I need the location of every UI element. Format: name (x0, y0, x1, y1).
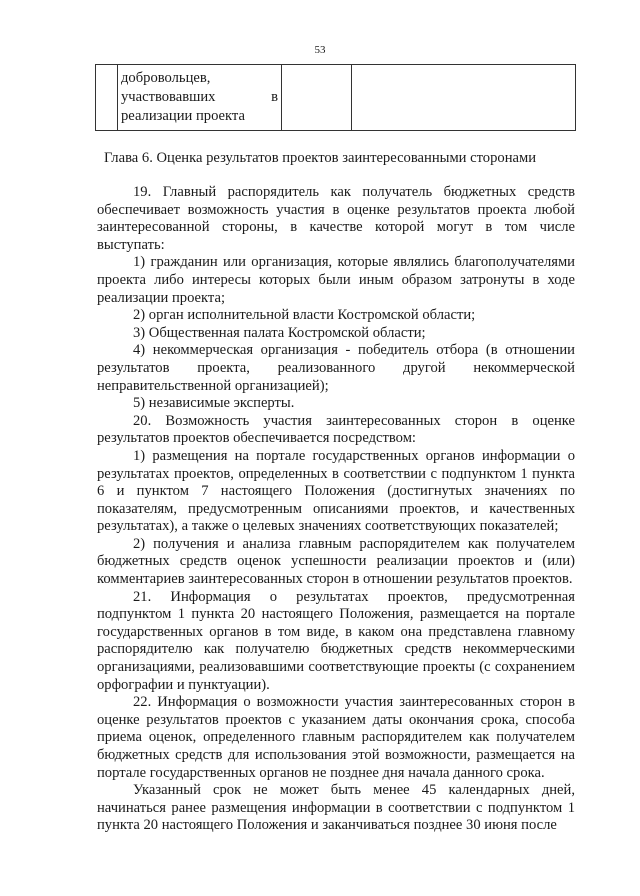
table-cell-line: реализации проекта (121, 108, 245, 124)
body-text (97, 184, 575, 835)
paragraph: 4) некоммерческая организация - победитель отбора (в отношении результатов проекта, реализованного другой некоммерческой неправительственной организацией); (97, 342, 575, 394)
paragraph: 20. Возможность участия заинтересованных сторон в оценке результатов проектов обеспечивается посредством: (97, 412, 575, 447)
table-cell-line (121, 88, 278, 107)
paragraph: 2) получения и анализа главным распорядителем как получателем бюджетных средств оценок успешности реализации проектов и (или) комментариев заинтересованных сторон в отношении результатов проектов. (97, 535, 575, 588)
paragraph: 21. Информация о результатах проектов, предусмотренная подпунктом 1 пункта 20 настоящего Положения, размещается на портале государственных органов в том виде, в каком она представлена главному распорядителю как получателю бюджетных средств некоммерческими организациями, реализовавшими соответствующие проекты (с сохранением орфографии и пунктуации). (97, 588, 575, 693)
table-cell-text (118, 65, 282, 131)
paragraph: 2) орган исполнительной власти Костромской области; (133, 307, 476, 324)
paragraph: 1) гражданин или организация, которые являлись благополучателями проекта либо интересы которых были иным образом затронуты в ходе реализации проекта; (97, 254, 575, 306)
table-cell-word: в (271, 89, 278, 105)
paragraph: Указанный срок не может быть менее 45 календарных дней, начинаться ранее размещения информации в соответствии с подпунктом 1 пункта 20 настоящего Положения и заканчиваться позднее 30 июня после (97, 782, 575, 834)
table-cell-line: добровольцев, (121, 70, 211, 86)
table-cell-empty (282, 65, 352, 131)
page-number: 53 (314, 44, 326, 56)
paragraph: 19. Главный распорядитель как получатель бюджетных средств обеспечивает возможность участия в оценке результатов проекта любой заинтересованной стороны, в качестве которой могут в том числе выступать: (97, 184, 575, 253)
table-cell-empty (352, 65, 576, 131)
paragraph: 22. Информация о возможности участия заинтересованных сторон в оценке результатов проектов с указанием даты окончания срока, способа приема оценок, определенного главным распорядителем как получателем бюджетных средств для использования этой возможности, размещается на портале государственных органов не позднее дня начала данного срока. (97, 694, 575, 781)
table-fragment (95, 64, 576, 131)
table-cell-word: участвовавших (121, 89, 216, 105)
paragraph: 3) Общественная палата Костромской области; (133, 324, 426, 341)
table-cell-number (96, 65, 118, 131)
table-row (96, 65, 576, 131)
paragraph: 5) независимые эксперты. (133, 395, 295, 412)
chapter-title: Глава 6. Оценка результатов проектов заинтересованными сторонами (103, 150, 537, 166)
paragraph: 1) размещения на портале государственных органов информации о результатах проектов, определенных в соответствии с подпунктом 1 пункта 6 и пунктом 7 настоящего Положения (достигнутых значениях по показателям, предусмотренным описаниями проектов, и качественных результатах), а также о целевых значениях соответствующих показателей; (97, 447, 575, 535)
